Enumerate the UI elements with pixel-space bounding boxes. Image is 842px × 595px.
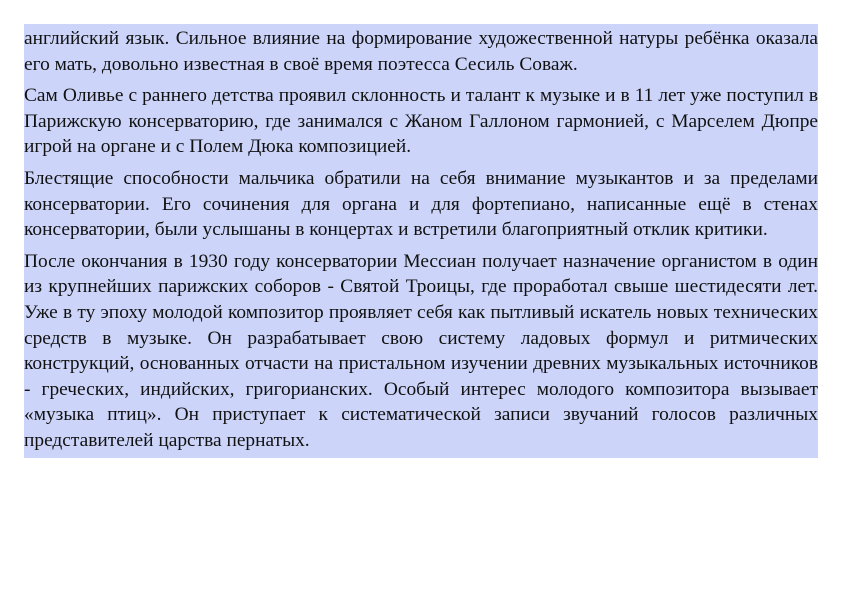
paragraph-3: Блестящие способности мальчика обратили на себя внимание музыкантов и за пределами консерватории. Его сочинения для органа и для фортепиано, написанные ещё в стенах консерватории, были услышаны в концертах и встретили благоприятный отклик критики. — [24, 167, 818, 241]
text-block — [24, 24, 818, 458]
paragraph-4: После окончания в 1930 году консерватории Мессиан получает назначение органистом в один из крупнейших парижских соборов - Святой Троицы, где проработал свыше шестидесяти лет. Уже в ту эпоху молодой композитор проявляет себя как пытливый искатель новых технических средств в музыке. Он разрабатывает свою систему ладовых формул и ритмических конструкций, основанных отчасти на пристальном изучении древних музыкальных источников - греческих, индийских, григорианских. Особый интерес молодого композитора вызывает «музыка птиц». Он приступает к систематической записи звучаний голосов различных представителей царства пернатых. — [24, 250, 818, 451]
paragraph-1: английский язык. Сильное влияние на формирование художественной натуры ребёнка оказала его мать, довольно известная в своё время поэтесса Сесиль Соваж. — [24, 28, 818, 75]
paragraph-2: Сам Оливье с раннего детства проявил склонность и талант к музыке и в 11 лет уже поступил в Парижскую консерваторию, где занимался с Жаном Галлоном гармонией, с Марселем Дюпре игрой на органе и с Полем Дюка композицией. — [24, 85, 818, 158]
